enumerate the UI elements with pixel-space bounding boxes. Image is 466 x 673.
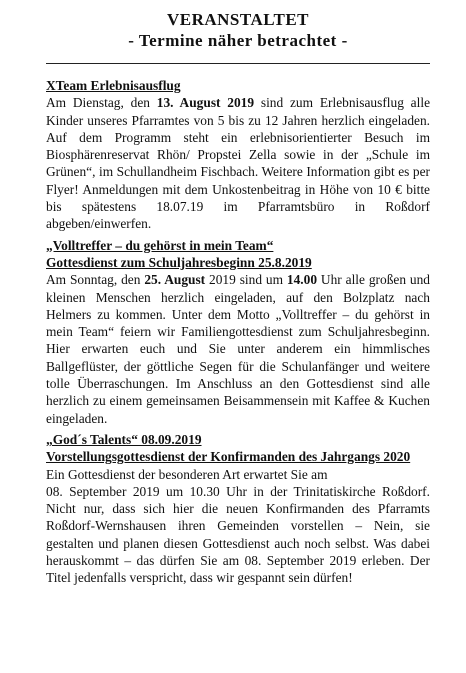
- body-text: Uhr alle großen und kleinen Menschen herzlich eingeladen, auf den Bolzplatz nach Helmers zu kommen. Unter dem Motto „Volltreffer – du gehörst in mein Team“ feiern wir Familiengottesdienst zum Schuljahresbeginn. Hier erwarten euch und Sie unter anderem ein himmlisches Ballgeflüster, der göttliche Segen für die Schulanfänger und weitere tolle Überraschungen. Im Anschluss an den Gottesdienst sind alle herzlich zu einem gemeinsamen Beisammensein mit Kaffee & Kuchen eingeladen.: [46, 272, 431, 426]
- highlighted-text: 13. August 2019: [156, 95, 255, 111]
- event-title: Vorstellungsgottesdienst der Konfirmanden des Jahrgangs 2020: [46, 449, 411, 465]
- event-section: [46, 431, 430, 587]
- page-title: VERANSTALTET: [166, 10, 310, 29]
- event-list: [46, 77, 430, 587]
- body-text: Am Dienstag, den: [46, 95, 157, 111]
- highlighted-text: 14.00: [286, 272, 318, 288]
- event-description: [46, 94, 430, 232]
- event-description: [46, 466, 430, 483]
- event-title: „God´s Talents“ 08.09.2019: [46, 431, 202, 447]
- page-subtitle: - Termine näher betrachtet -: [128, 31, 348, 50]
- header-divider: [46, 63, 430, 64]
- body-text: Ein Gottesdienst der besonderen Art erwartet Sie am: [46, 466, 328, 482]
- body-text: 2019 sind um: [205, 272, 287, 288]
- event-section: [46, 77, 430, 233]
- body-text: 08. September 2019 um 10.30 Uhr in der Trinitatiskirche Roßdorf. Nicht nur, dass sich hier die neuen Konfirmanden des Pfarramts Roßdorf-Wernshausen ihren Gemeinden vorstellen – Nein, sie gestalten und planen diesen Gottesdienst auch noch selbst. Was dabei herauskommt – das dürfen Sie am 08. September 2019 erleben. Der Titel jedenfalls verspricht, dass wir gespannt sein dürfen!: [46, 483, 430, 586]
- event-title: „Volltreffer – du gehörst in mein Team“: [46, 237, 274, 253]
- body-text: Am Sonntag, den: [46, 272, 145, 288]
- event-title: XTeam Erlebnisausflug: [46, 78, 181, 93]
- highlighted-text: 25. August: [144, 272, 206, 288]
- event-description: [46, 483, 430, 587]
- event-section: [46, 237, 430, 427]
- body-text: sind zum Erlebnisausflug alle Kinder unseres Pfarramtes von 5 bis zu 12 Jahren herzlich eingeladen. Auf dem Programm steht ein erlebnisorientierter Besuch im Biosphärenreservat Rhön/ Propstei Zella sowie in der „Schule im Grünen“, im Schullandheim Fischbach. Weitere Information gibt es per Flyer! Anmeldungen mit dem Unkostenbeitrag in Höhe von 10 € bitte bis spätestens 18.07.19 im Pfarramtsbüro in Roßdorf abgeben/einwerfen.: [46, 95, 431, 232]
- event-title: Gottesdienst zum Schuljahresbeginn 25.8.2019: [46, 254, 312, 270]
- page-header: [46, 0, 430, 51]
- event-description: [46, 271, 430, 427]
